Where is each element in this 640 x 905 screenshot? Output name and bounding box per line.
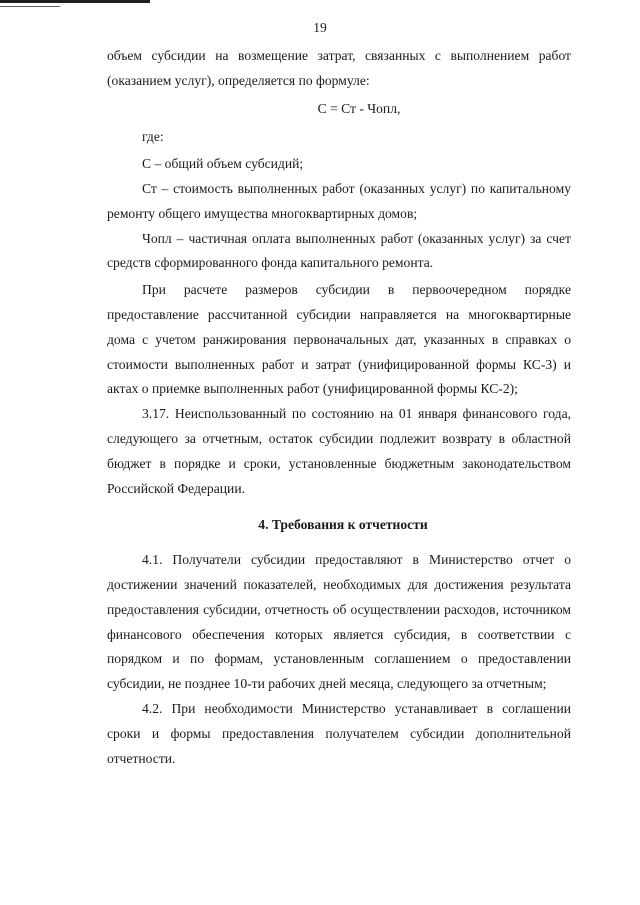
scan-corner-mark-secondary	[0, 6, 60, 7]
section-4-heading: 4. Требования к отчетности	[258, 517, 428, 533]
definition-partial-payment: Чопл – частичная оплата выполненных работ (оказанных услуг) за счет средств сформированного фонда капитального ремонта.	[107, 230, 571, 271]
paragraph-calculation-order: При расчете размеров субсидии в первоочередном порядке предоставление рассчитанной субсидии направляется на многоквартирные дома с учетом ранжирования первоначальных дат, указанных в справках о стоимости выполненных работ и затрат (унифицированной формы КС-3) и актах о приемке выполненных работ (унифицированной формы КС-2);	[107, 282, 571, 397]
clause-3-17: 3.17. Неиспользованный по состоянию на 01 января финансового года, следующего за отчетным, остаток субсидии подлежит возврату в областной бюджет в порядке и сроки, установленные бюджетным законодательством Российской Федерации.	[107, 406, 571, 496]
clause-4-1: 4.1. Получатели субсидии предоставляют в Министерство отчет о достижении значений показателей, необходимых для достижения результата предоставления субсидии, отчетность об осуществлении расходов, источником финансового обеспечения которых является субсидия, в соответствии с порядком и по формам, установленным соглашением о предоставлении субсидии, не позднее 10-ти рабочих дней месяца, следующего за отчетным;	[107, 552, 571, 692]
definition-total-subsidy: С – общий объем субсидий;	[142, 156, 304, 172]
scan-corner-mark	[0, 0, 150, 3]
intro-paragraph: объем субсидии на возмещение затрат, связанных с выполнением работ (оказанием услуг), определяется по формуле:	[107, 48, 571, 88]
clause-4-2: 4.2. При необходимости Министерство устанавливает в соглашении сроки и формы предоставления получателем субсидии дополнительной отчетности.	[107, 700, 571, 766]
subsidy-formula: С = Ст - Чопл,	[317, 100, 401, 116]
where-label: где:	[142, 129, 164, 145]
page-number: 19	[313, 20, 327, 35]
definition-work-cost: Ст – стоимость выполненных работ (оказанных услуг) по капитальному ремонту общего имущества многоквартирных домов;	[107, 180, 571, 221]
document-body	[107, 44, 571, 771]
